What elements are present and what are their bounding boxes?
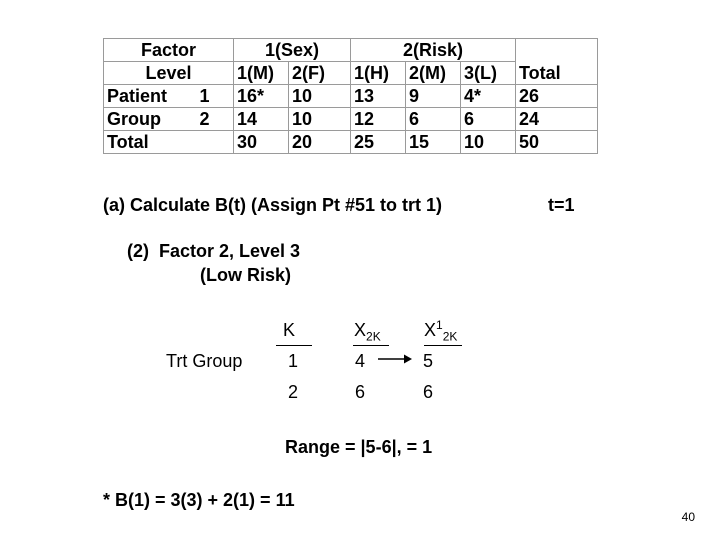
header-level-col: 1(H) [351,62,406,85]
k-header-underline [276,345,312,346]
table-cell: 10 [289,108,351,131]
table-cell: 25 [351,131,406,154]
x-value: 4 [355,351,366,371]
range-text: Range = |5-6|, = 1 [285,437,433,457]
row-label: Patient [104,85,197,108]
x-value: 6 [355,382,366,402]
factor-level-table [103,38,598,154]
header-level: Level [104,62,234,85]
table-cell-total: 50 [516,131,598,154]
table-cell-total: 26 [516,85,598,108]
table-header-row-1 [104,39,598,62]
table-cell: 16* [234,85,289,108]
row-label: Total [104,131,197,154]
table-cell: 30 [234,131,289,154]
table-cell: 15 [406,131,461,154]
table-header-row-2 [104,62,598,85]
row-label: Group [104,108,197,131]
b-formula-text: * B(1) = 3(3) + 2(1) = 11 [103,490,295,510]
table-cell: 6 [461,108,516,131]
header-level-col: 3(L) [461,62,516,85]
header-sex: 1(Sex) [234,39,351,62]
step-a-text: (a) Calculate B(t) (Assign Pt #51 to trt 1) [103,195,443,215]
header-empty-cell [516,39,598,62]
step-a-t-value: t=1 [548,195,575,215]
k-header: K [283,320,296,340]
right-arrow-icon [376,351,414,367]
table-cell: 4* [461,85,516,108]
trt-group-label: Trt Group [166,351,243,371]
header-level-col: 2(F) [289,62,351,85]
table-cell: 10 [289,85,351,108]
row-group-number: 2 [197,108,234,131]
header-level-col: 2(M) [406,62,461,85]
table-cell-total: 24 [516,108,598,131]
x1-value: 5 [423,351,434,371]
table-cell: 20 [289,131,351,154]
table-cell: 14 [234,108,289,131]
step-2-line-2: (Low Risk) [200,265,292,285]
k-value: 2 [288,382,299,402]
x1-header: $X^1_{2K}$ [424,318,458,344]
step-2-line-1: (2) Factor 2, Level 3 [127,241,301,261]
row-group-number: 1 [197,85,234,108]
k-value: 1 [288,351,299,371]
x-header-underline [353,345,389,346]
header-total: Total [516,62,598,85]
table-cell: 9 [406,85,461,108]
page-number: 40 [681,510,695,524]
header-factor: Factor [104,39,234,62]
table-row [104,108,598,131]
x-header: $X_{2K}$ [354,320,381,344]
table-row [104,131,598,154]
table-row [104,85,598,108]
table-cell: 6 [406,108,461,131]
table-cell: 13 [351,85,406,108]
table-cell: 12 [351,108,406,131]
row-group-number [197,131,234,154]
header-level-col: 1(M) [234,62,289,85]
x1-header-underline [424,345,462,346]
x1-value: 6 [423,382,434,402]
table-cell: 10 [461,131,516,154]
header-risk: 2(Risk) [351,39,516,62]
